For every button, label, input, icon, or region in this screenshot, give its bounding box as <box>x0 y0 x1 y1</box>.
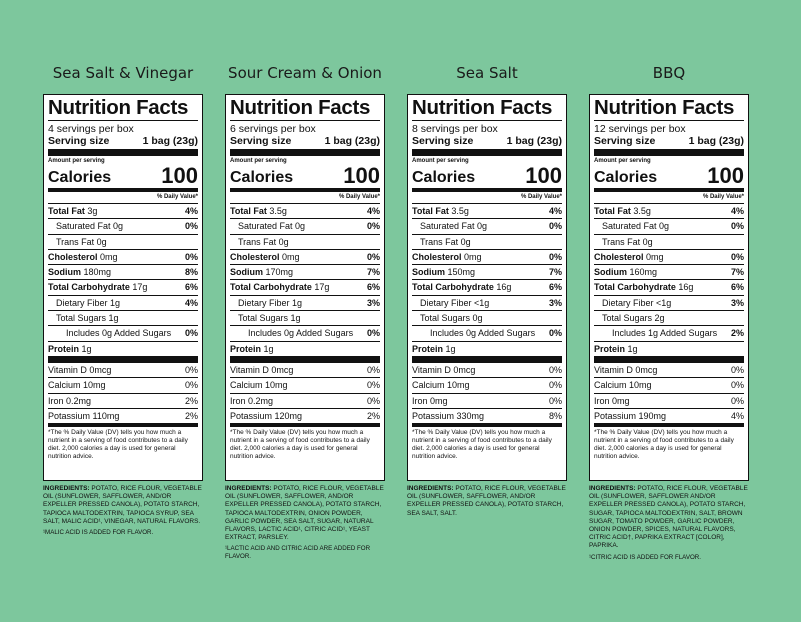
ingredients-list <box>43 485 203 526</box>
calcium-row <box>412 378 562 393</box>
servings-per-box: 6 servings per box <box>230 123 316 135</box>
sodium-amount: 150mg <box>447 267 476 278</box>
cholesterol-amount: 0mg <box>100 251 118 262</box>
sugars-text: Total Sugars 1g <box>238 313 301 324</box>
total-fat-pct: 4% <box>730 206 744 216</box>
amount-per-serving: Amount per serving <box>230 158 287 164</box>
carbohydrate-row <box>594 280 744 295</box>
amount-per-serving: Amount per serving <box>412 158 469 164</box>
sodium-pct: 7% <box>548 267 562 278</box>
calcium-text: Calcium 10mg <box>48 380 106 391</box>
sodium-row <box>594 265 744 280</box>
sodium-amount: 170mg <box>265 267 294 278</box>
daily-value-header: % Daily Value* <box>230 192 380 204</box>
sodium-label: Sodium <box>48 267 81 278</box>
flavor-name: Sea Salt <box>456 64 518 82</box>
added-sugars-pct: 0% <box>184 328 198 339</box>
total-fat-pct: 4% <box>184 206 198 216</box>
protein-amount: 1g <box>81 343 92 354</box>
potassium-row <box>594 409 744 427</box>
cholesterol-label: Cholesterol <box>412 251 462 262</box>
iron-pct: 0% <box>366 395 380 406</box>
total-fat-amount: 3.5g <box>451 206 469 216</box>
flavor-name: Sea Salt & Vinegar <box>52 64 194 82</box>
added-sugars-text: Includes 1g Added Sugars <box>612 328 718 339</box>
potassium-row <box>412 409 562 427</box>
sodium-row <box>48 265 198 280</box>
calories-label: Calories <box>412 169 476 186</box>
daily-value-footnote: *The % Daily Value (DV) tells you how much a nutrient in a serving of food contributes to a daily diet. 2,000 calories a day is used for general nutrition advice. <box>594 429 734 460</box>
fiber-row <box>230 296 380 311</box>
protein-label: Protein <box>412 343 444 354</box>
cholesterol-label: Cholesterol <box>48 251 98 262</box>
carbohydrate-label: Total Carbohydrate <box>412 282 494 293</box>
calories-label: Calories <box>230 169 294 186</box>
ingredients-text: POTATO, RICE FLOUR, VEGETABLE OIL (SUNFLOWER, SAFFLOWER, AND/OR EXPELLER PRESSED CANOLA), POTATO STARCH, TAPIOCA MALTODEXTRIN, ONION POWDER, GARLIC POWDER, SEA SALT, SUGAR, NATURAL FLAVORS, LACTIC ACID¹, CITRIC ACID¹, YEAST EXTRACT, PARSLEY. <box>225 485 384 542</box>
saturated-fat-row <box>594 219 744 234</box>
sodium-pct: 8% <box>184 267 198 278</box>
fiber-text: Dietary Fiber 1g <box>56 297 121 308</box>
servings-per-box: 8 servings per box <box>412 123 498 135</box>
iron-text: Iron 0mg <box>412 395 448 406</box>
iron-row <box>230 394 380 409</box>
nutrition-label <box>589 94 749 481</box>
total-fat-label: Total Fat <box>412 206 449 216</box>
iron-text: Iron 0mg <box>594 395 630 406</box>
serving-size-row <box>594 135 744 156</box>
fiber-pct: 3% <box>730 297 744 308</box>
protein-row <box>412 342 562 364</box>
total-fat-pct: 4% <box>548 206 562 216</box>
vitamin-d-pct: 0% <box>366 365 380 376</box>
carbohydrate-pct: 6% <box>730 282 744 293</box>
potassium-text: Potassium 190mg <box>594 411 667 422</box>
serving-size-label: Serving size <box>412 135 474 147</box>
flavor-note: ¹MALIC ACID IS ADDED FOR FLAVOR. <box>43 529 154 537</box>
fiber-pct: 4% <box>184 297 198 308</box>
cholesterol-pct: 0% <box>366 251 380 262</box>
potassium-pct: 2% <box>366 411 380 422</box>
trans-fat-text: Trans Fat 0g <box>238 236 289 247</box>
sodium-row <box>230 265 380 280</box>
iron-pct: 2% <box>184 395 198 406</box>
fiber-row <box>412 296 562 311</box>
sodium-amount: 180mg <box>83 267 112 278</box>
nutrition-facts-title: Nutrition Facts <box>48 97 198 121</box>
calcium-pct: 0% <box>184 380 198 391</box>
iron-row <box>412 394 562 409</box>
added-sugars-text: Includes 0g Added Sugars <box>66 328 172 339</box>
trans-fat-row <box>230 235 380 250</box>
serving-size-row <box>230 135 380 156</box>
cholesterol-amount: 0mg <box>646 251 664 262</box>
total-fat-row <box>230 204 380 219</box>
cholesterol-pct: 0% <box>730 251 744 262</box>
cholesterol-pct: 0% <box>548 251 562 262</box>
calories-row <box>230 165 380 192</box>
potassium-pct: 4% <box>730 411 744 422</box>
fiber-text: Dietary Fiber <1g <box>420 297 490 308</box>
saturated-fat-pct: 0% <box>184 221 198 232</box>
carbohydrate-pct: 6% <box>184 282 198 293</box>
iron-pct: 0% <box>730 395 744 406</box>
trans-fat-row <box>594 235 744 250</box>
iron-row <box>48 394 198 409</box>
trans-fat-text: Trans Fat 0g <box>56 236 107 247</box>
total-fat-label: Total Fat <box>594 206 631 216</box>
fiber-text: Dietary Fiber 1g <box>238 297 303 308</box>
iron-pct: 0% <box>548 395 562 406</box>
vitamin-d-row <box>230 363 380 378</box>
cholesterol-pct: 0% <box>184 251 198 262</box>
calcium-text: Calcium 10mg <box>594 380 652 391</box>
saturated-fat-text: Saturated Fat 0g <box>238 221 306 232</box>
calcium-text: Calcium 10mg <box>230 380 288 391</box>
sodium-row <box>412 265 562 280</box>
potassium-row <box>230 409 380 427</box>
protein-row <box>48 342 198 364</box>
carbohydrate-label: Total Carbohydrate <box>594 282 676 293</box>
ingredients-list <box>589 485 749 551</box>
flavor-note: ¹LACTIC ACID AND CITRIC ACID ARE ADDED FOR FLAVOR. <box>225 545 371 561</box>
serving-size-value: 1 bag (23g) <box>142 135 198 147</box>
carbohydrate-amount: 17g <box>132 282 148 293</box>
flavor-note: ¹CITRIC ACID IS ADDED FOR FLAVOR. <box>589 553 701 561</box>
iron-text: Iron 0.2mg <box>48 395 92 406</box>
total-fat-row <box>594 204 744 219</box>
nutrition-column-3 <box>407 64 567 521</box>
sugars-text: Total Sugars 2g <box>602 313 665 324</box>
nutrition-facts-title: Nutrition Facts <box>412 97 562 121</box>
added-sugars-text: Includes 0g Added Sugars <box>248 328 354 339</box>
carbohydrate-label: Total Carbohydrate <box>48 282 130 293</box>
calcium-pct: 0% <box>548 380 562 391</box>
added-sugars-pct: 0% <box>366 328 380 339</box>
cholesterol-row <box>48 250 198 265</box>
vitamin-d-text: Vitamin D 0mcg <box>412 365 476 376</box>
ingredients-list <box>225 485 385 542</box>
serving-size-row <box>48 135 198 156</box>
cholesterol-row <box>594 250 744 265</box>
sodium-amount: 160mg <box>629 267 658 278</box>
serving-size-value: 1 bag (23g) <box>324 135 380 147</box>
cholesterol-row <box>230 250 380 265</box>
protein-row <box>594 342 744 364</box>
nutrition-facts-title: Nutrition Facts <box>594 97 744 121</box>
total-fat-row <box>48 204 198 219</box>
potassium-text: Potassium 120mg <box>230 411 303 422</box>
calories-value: 100 <box>161 163 198 188</box>
flavor-name: Sour Cream & Onion <box>228 64 382 82</box>
calcium-row <box>48 378 198 393</box>
fiber-row <box>48 296 198 311</box>
added-sugars-row <box>48 326 198 341</box>
sugars-row <box>594 311 744 326</box>
nutrition-column-1 <box>43 64 203 537</box>
sugars-row <box>48 311 198 326</box>
sugars-text: Total Sugars 1g <box>56 313 119 324</box>
daily-value-footnote: *The % Daily Value (DV) tells you how much a nutrient in a serving of food contributes to a daily diet. 2,000 calories a day is used for general nutrition advice. <box>412 429 552 460</box>
nutrition-label <box>43 94 203 481</box>
total-fat-amount: 3.5g <box>633 206 651 216</box>
calories-label: Calories <box>48 169 112 186</box>
protein-row <box>230 342 380 364</box>
daily-value-header: % Daily Value* <box>594 192 744 204</box>
calories-row <box>48 165 198 192</box>
fiber-pct: 3% <box>548 297 562 308</box>
potassium-text: Potassium 330mg <box>412 411 485 422</box>
carbohydrate-amount: 17g <box>314 282 330 293</box>
added-sugars-row <box>230 326 380 341</box>
ingredients-text: POTATO, RICE FLOUR, VEGETABLE OIL (SUNFLOWER, SAFFLOWER AND/OR EXPELLER PRESSED CANOLA), POTATO STARCH, SUGAR, TAPIOCA MALTODEXTRIN, SALT, BROWN SUGAR, TOMATO POWDER, GARLIC POWDER, ONION POWDER, SPICES, NATURAL FLAVORS, CITRIC ACID†, PAPRIKA EXTRACT [COLOR], PAPRIKA. <box>589 485 748 550</box>
total-fat-row <box>412 204 562 219</box>
saturated-fat-pct: 0% <box>548 221 562 232</box>
calories-row <box>594 165 744 192</box>
trans-fat-text: Trans Fat 0g <box>420 236 471 247</box>
amount-per-serving: Amount per serving <box>594 158 651 164</box>
carbohydrate-amount: 16g <box>678 282 694 293</box>
added-sugars-row <box>412 326 562 341</box>
nutrition-label <box>407 94 567 481</box>
calories-value: 100 <box>525 163 562 188</box>
vitamin-d-text: Vitamin D 0mcg <box>594 365 658 376</box>
calcium-row <box>230 378 380 393</box>
calories-value: 100 <box>707 163 744 188</box>
total-fat-pct: 4% <box>366 206 380 216</box>
calories-row <box>412 165 562 192</box>
saturated-fat-text: Saturated Fat 0g <box>602 221 670 232</box>
trans-fat-text: Trans Fat 0g <box>602 236 653 247</box>
nutrition-column-2 <box>225 64 385 561</box>
vitamin-d-row <box>412 363 562 378</box>
iron-row <box>594 394 744 409</box>
serving-size-value: 1 bag (23g) <box>506 135 562 147</box>
trans-fat-row <box>412 235 562 250</box>
sugars-row <box>412 311 562 326</box>
fiber-row <box>594 296 744 311</box>
saturated-fat-row <box>48 219 198 234</box>
daily-value-header: % Daily Value* <box>48 192 198 204</box>
serving-size-label: Serving size <box>48 135 110 147</box>
added-sugars-pct: 2% <box>730 328 744 339</box>
sodium-label: Sodium <box>594 267 627 278</box>
potassium-pct: 2% <box>184 411 198 422</box>
vitamin-d-row <box>48 363 198 378</box>
trans-fat-row <box>48 235 198 250</box>
carbohydrate-row <box>48 280 198 295</box>
sodium-pct: 7% <box>366 267 380 278</box>
total-fat-label: Total Fat <box>230 206 267 216</box>
calcium-row <box>594 378 744 393</box>
saturated-fat-pct: 0% <box>730 221 744 232</box>
calcium-pct: 0% <box>730 380 744 391</box>
sugars-text: Total Sugars 0g <box>420 313 483 324</box>
cholesterol-amount: 0mg <box>282 251 300 262</box>
sodium-pct: 7% <box>730 267 744 278</box>
fiber-pct: 3% <box>366 297 380 308</box>
calcium-text: Calcium 10mg <box>412 380 470 391</box>
flavor-name: BBQ <box>652 64 686 82</box>
protein-label: Protein <box>230 343 262 354</box>
carbohydrate-pct: 6% <box>366 282 380 293</box>
calcium-pct: 0% <box>366 380 380 391</box>
fiber-text: Dietary Fiber <1g <box>602 297 672 308</box>
iron-text: Iron 0.2mg <box>230 395 274 406</box>
nutrition-column-4 <box>589 64 749 562</box>
ingredients-heading: INGREDIENTS: <box>43 485 90 492</box>
vitamin-d-text: Vitamin D 0mcg <box>230 365 294 376</box>
saturated-fat-row <box>230 219 380 234</box>
added-sugars-pct: 0% <box>548 328 562 339</box>
cholesterol-label: Cholesterol <box>594 251 644 262</box>
protein-amount: 1g <box>263 343 274 354</box>
nutrition-label <box>225 94 385 481</box>
protein-label: Protein <box>48 343 80 354</box>
sodium-label: Sodium <box>230 267 263 278</box>
serving-size-row <box>412 135 562 156</box>
serving-size-label: Serving size <box>594 135 656 147</box>
vitamin-d-pct: 0% <box>548 365 562 376</box>
potassium-pct: 8% <box>548 411 562 422</box>
carbohydrate-pct: 6% <box>548 282 562 293</box>
servings-per-box: 12 servings per box <box>594 123 686 135</box>
ingredients-text: POTATO, RICE FLOUR, VEGETABLE OIL (SUNFLOWER, SAFFLOWER, AND/OR EXPELLER PRESSED CANOLA), POTATO STARCH, SEA SALT, SALT. <box>407 485 566 517</box>
carbohydrate-row <box>412 280 562 295</box>
potassium-text: Potassium 110mg <box>48 411 120 422</box>
added-sugars-row <box>594 326 744 341</box>
protein-label: Protein <box>594 343 626 354</box>
carbohydrate-amount: 16g <box>496 282 512 293</box>
nutrition-facts-title: Nutrition Facts <box>230 97 380 121</box>
daily-value-footnote: *The % Daily Value (DV) tells you how much a nutrient in a serving of food contributes to a daily diet. 2,000 calories a day is used for general nutrition advice. <box>48 429 188 460</box>
vitamin-d-pct: 0% <box>184 365 198 376</box>
vitamin-d-pct: 0% <box>730 365 744 376</box>
ingredients-text: POTATO, RICE FLOUR, VEGETABLE OIL (SUNFLOWER, SAFFLOWER, AND/OR EXPELLER PRESSED CANOLA), POTATO STARCH, TAPIOCA MALTODEXTRIN, TAPIOCA SYRUP, SEA SALT, MALIC ACID¹, VINEGAR, NATURAL FLAVORS. <box>43 485 202 525</box>
protein-amount: 1g <box>627 343 638 354</box>
cholesterol-label: Cholesterol <box>230 251 280 262</box>
calories-value: 100 <box>343 163 380 188</box>
vitamin-d-row <box>594 363 744 378</box>
total-fat-label: Total Fat <box>48 206 85 216</box>
ingredients-heading: INGREDIENTS: <box>225 485 272 492</box>
daily-value-header: % Daily Value* <box>412 192 562 204</box>
sugars-row <box>230 311 380 326</box>
carbohydrate-label: Total Carbohydrate <box>230 282 312 293</box>
sodium-label: Sodium <box>412 267 445 278</box>
ingredients-heading: INGREDIENTS: <box>589 485 636 492</box>
daily-value-footnote: *The % Daily Value (DV) tells you how much a nutrient in a serving of food contributes to a daily diet. 2,000 calories a day is used for general nutrition advice. <box>230 429 370 460</box>
total-fat-amount: 3g <box>87 206 98 216</box>
saturated-fat-text: Saturated Fat 0g <box>420 221 488 232</box>
saturated-fat-row <box>412 219 562 234</box>
saturated-fat-pct: 0% <box>366 221 380 232</box>
total-fat-amount: 3.5g <box>269 206 287 216</box>
vitamin-d-text: Vitamin D 0mcg <box>48 365 112 376</box>
added-sugars-text: Includes 0g Added Sugars <box>430 328 536 339</box>
serving-size-label: Serving size <box>230 135 292 147</box>
protein-amount: 1g <box>445 343 456 354</box>
cholesterol-row <box>412 250 562 265</box>
amount-per-serving: Amount per serving <box>48 158 105 164</box>
servings-per-box: 4 servings per box <box>48 123 134 135</box>
calories-label: Calories <box>594 169 658 186</box>
serving-size-value: 1 bag (23g) <box>688 135 744 147</box>
carbohydrate-row <box>230 280 380 295</box>
potassium-row <box>48 409 198 427</box>
cholesterol-amount: 0mg <box>464 251 482 262</box>
saturated-fat-text: Saturated Fat 0g <box>56 221 124 232</box>
ingredients-heading: INGREDIENTS: <box>407 485 454 492</box>
ingredients-list <box>407 485 567 518</box>
